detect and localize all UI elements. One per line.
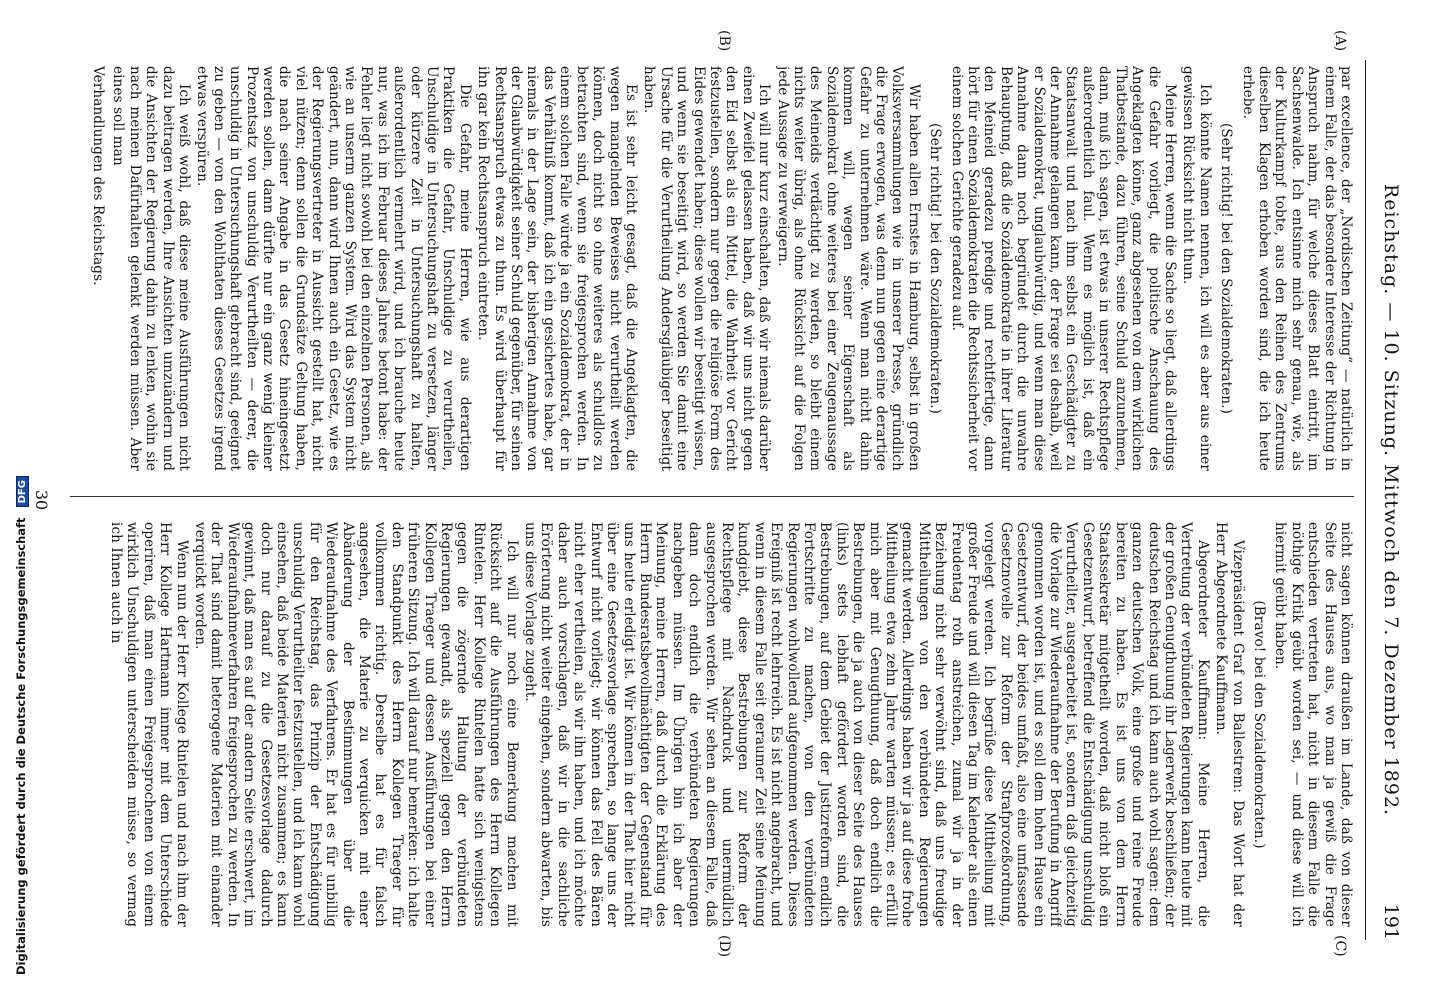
margin-letter-d: (D) — [716, 935, 732, 958]
credit-text: Digitalisierung gefördert durch die Deutsche Forschungsgemeinschaft — [14, 517, 28, 975]
paragraph: Ich könnte Namen nennen, ich will es aber aus einer gewissen Rücksicht nicht thun. — [1180, 66, 1213, 471]
right-column — [70, 522, 1354, 927]
paragraph: par excellence, der „Nordischen Zeitung“ — natürlich in einem Falle, der das besondere Interesse der Richtung in Anspruch nahm, für welche dieses Blatt eintritt, im Sachsenwalde. Ich entsinne mich sehr genau, wie, als der Kulturkampf tobte, aus den Reihen des Zentrums dieselben Klagen erhoben worden sind, die ich heute erhebe. — [1239, 66, 1354, 471]
column-footer: Verhandlungen des Reichstags. — [89, 66, 106, 286]
paragraph: Die Gefahr, meine Herren, wie aus derartigen Praktiken die Gefahr, Unschuldige zu verurtheilen, Unschuldige in Untersuchungshaft zu versetzen, länger oder kürzere Zeit in Untersuchungshaft zu halten, außerordentlich vermehrt wird, und ich brauche heute nur, was ich im Februar dieses Jahres betont habe: der Fehler liegt nicht sowohl bei den einzelnen Personen, als wie an unserm ganzen System. Wird das System nicht geändert, nun, dann wird Ihnen auch ein Gesetz, wie es der Regierungsvertreter in Aussicht gestellt hat, nicht viel nützen; denn sollen die Grundsätze Geltung haben, die nach seiner Angabe in das Gesetz hineingesetzt werden sollen, dann dürfte nur ein ganz wenig kleiner Prozentsatz von unschuldig Verurtheilten — derer, die unschuldig in Untersuchungshaft gebracht sind, geeignet zu geben — von den Wohlthaten dieses Gesetzes irgend etwas verspüren. — [194, 66, 473, 471]
digitization-credit — [0, 0, 28, 1000]
paragraph: Wenn nun der Herr Kollege Rintelen und nach ihm der Herr Kollege Hartmann immer mit dem Unterschiede operiren, daß man einen Freigesprochenen von einem wirklich Unschuldigen unterscheiden müsse, so vermag ich Ihnen auch in — [107, 522, 190, 927]
sheet-number: 30 — [32, 489, 51, 511]
paragraph: Ich will nur kurz einschalten, daß wir niemals darüber einen Zweifel gelassen haben, daß wir uns nicht gegen den Eid selbst als ein Mittel, die Wahrheit vor Gericht festzustellen, sondern nur gegen die religiöse Form des Eides gewendet haben; diese wollen wir beseitigt wissen, und wenn sie beseitigt wird, so werden Sie damit eine Ursache für die Verurtheilung Andersgläubiger beseitigt haben. — [641, 66, 773, 471]
paragraph: Ich will nur noch eine Bemerkung machen mit Rücksicht auf die Ausführungen des Herrn Kollegen Rintelen. Herr Kollege Rintelen hatte sich wenigstens gegen die zögernde Haltung der verbündeten Regierungen gewandt, als speziell gegen den Herrn Kollegen Traeger und dessen Ausführungen bei einer früheren Sitzung. Ich will darauf nur bemerken: ich halte den Standpunkt des Herrn Kollegen Traeger für vollkommen richtig. Derselbe hat es für falsch angesehen, die Materie zu verquicken mit einer Abänderung der Bestimmungen über die Wiederaufnahme des Verfahrens. Er hat es für unbillig für den Reichstag, das Prinzip der Entschädigung unschuldig Verurtheilter festzustellen, und ich kann wohl einsehen, daß beide Materien nicht zusammen; es kann doch nur darauf zu die Gesetzesvorlage dadurch gewinnt, daß man es auf der andern Seite erschwert, im Wiederaufnahmeverfahren freigesprochen zu werden. In der That sind damit heterogene Materien mit einander verquickt worden. — [191, 522, 520, 927]
page-title: Reichstag. — 10. Sitzung. Mittwoch den 7. Dezember 1892. — [1380, 183, 1402, 817]
running-head — [1365, 60, 1410, 940]
speaker-paragraph: Abgeordneter Kauffmann: Meine Herren, die Vertretung der verbündeten Regierungen kann heute mit der großen Genugthuung ihr Lagerwerk beschließen; der deutschen Reichstag und ich kann auch wohl sagen: dem ganzen deutschen Volk, eine große und reine Freude bereiten zu haben. Es ist uns von dem Herrn Staatssekretär mitgetheilt worden, daß nicht bloß ein Gesetzentwurf, betreffend die Entschädigung unschuldig Verurtheilter, ausgearbeitet ist, sondern daß gleichzeitig die Vorlage zur Wiederaufnahme der Berufung in Angriff genommen worden ist, und es soll dem hohen Hause ein Gesetzentwurf, der beides umfaßt, also eine umfassende Gesetznovelle zur Reform der Strafprozeßordnung, vorgelegt werden. Ich begrüße diese Mittheilung mit großer Freude und will diesen Tag im Kalender als einen Freudentag roth anstreichen, zumal wir ja in der Beziehung nicht sehr verwöhnt sind, daß uns freudige Mittheilungen von den verbündeten Regierungen gemacht werden. Allerdings haben wir ja auf diese frohe Mittheilung etwa zehn Jahre warten müssen; es erfüllt mich aber mit Genugthuung, daß doch endlich die Bestrebungen, die ja auch von dieser Seite des Hauses (links) stets lebhaft gefördert worden sind, die Bestrebungen, auf dem Gebiet der Justizreform endlich Fortschritte zu machen, von den verbündeten Regierungen wohlwollend aufgenommen werden. Dieses Ereigniß ist recht lehrreich. Es ist nicht angebracht, und wenn in diesem Falle seit geraumer Zeit seine Meinung kundgiebt, diese Bestrebungen zur Reform der Rechtspflege mit Nachdruck und unermüdlich ausgesprochen werden. Wir sehen an diesem Falle, daß dann doch endlich die verbündeten Regierungen nachgeben müssen. Im Übrigen bin ich aber der Meinung, meine Herren, daß durch die Erklärung des Herrn Bundesratsbevollmächtigten der Gegenstand für uns heute erledigt ist. Wir können in der That hier nicht über eine Gesetzesvorlage sprechen, so lange uns der Entwurf nicht vorliegt; wir können das Fell des Bären nicht eher vertheilen, als wir ihn haben, und ich möchte daher auch vorschlagen, daß wir in die sachliche Erörterung nicht weiter eingehen, sondern abwarten, bis uns diese Vorlage zugeht. — [522, 522, 1211, 927]
paragraph: Wir haben allen Ernstes in Hamburg, selbst in großen Volksversammlungen wie in unserer Presse, gründlich die Frage erwogen, was denn nun gegen eine derartige Gefahr zu unternehmen wäre. Wenn man nicht dahin kommen will, wegen seiner Eigenschaft als Sozialdemokrat ohne weiteres bei einer Zeugenaussage des Meineids verdächtigt zu werden, so bleibt einem nichts weiter übrig, als ohne Rücksicht auf die Folgen jede Aussage zu verweigern. — [774, 66, 922, 471]
paragraph: Ich weiß wohl, daß diese meine Ausführungen nicht dazu beitragen werden, Ihre Ansichten umzuändern und die Ansichten der Regierung dahin zu lenken, wohin sie nach meinen Dafürhalten gelenkt werden müssen. Aber eines soll man — [110, 66, 192, 471]
margin-letter-b: (B) — [716, 30, 732, 52]
speaker-paragraph: Vizepräsident Graf von Ballestrem: Das Wort hat der Herr Abgeordnete Kauffmann. — [1213, 522, 1246, 927]
interjection: (Sehr richtig! bei den Sozialdemokraten.) — [1218, 122, 1235, 415]
margin-letter-c: (C) — [1332, 935, 1348, 957]
left-column — [70, 66, 1354, 471]
interjection: (Bravo! bei den Sozialdemokraten.) — [1250, 600, 1267, 849]
paragraph: Es ist sehr leicht gesagt, daß die Angeklagten, die wegen mangelnden Beweises nicht verurtheilt werden können, doch nicht so ohne weiteres als schuldlos zu betrachten sind, wenn sie freigesprochen werden. In einem solchen Falle würde ja ein Sozialdemokrat, der in das Verhältniß kommt, daß ich ein gesichertes habe, gar niemals in der Lage sein, der bisherigen Annahme von der Glaubwürdigkeit seiner Schuld gegenüber, für seinen Rechtsanspruch etwas zu thun. Es wird überhaupt für ihn gar kein Rechtsanspruch eintreten. — [475, 66, 639, 471]
page-number: 191 — [1380, 903, 1402, 940]
dfg-logo-icon: DFG — [16, 476, 29, 507]
margin-letter-a: (A) — [1332, 30, 1348, 52]
column-divider — [70, 496, 1354, 497]
paragraph: Meine Herren, wenn die Sache so liegt, daß allerdings die Gefahr vorliegt, die politische Anschauung des Angeklagten könne, ganz abgesehen von dem wirklichen Thatbestande, dazu führen, seine Schuld anzunehmen, dann, muß ich sagen, ist etwas in unserer Rechtspflege außerordentlich faul. Wenn es möglich ist, daß ein Staatsanwalt und nach ihm selbst ein Geschädigter zu der Annahme gelangen kann, der Frage sei deshalb, weil er Sozialdemokrat, unglaubwürdig, und wenn man diese Annahme dann noch begründet durch die unwahre Behauptung, daß die Sozialdemokratie in ihrer Literatur den Meineid geradezu predige und rechtfertige, dann hört für einen Sozialdemokraten die Rechtssicherheit vor einem solchen Gerichte geradezu auf. — [948, 66, 1178, 471]
interjection: (Sehr richtig! bei den Sozialdemokraten.) — [927, 122, 944, 415]
paragraph: nicht sagen können draußen im Lande, daß von dieser Seite des Hauses aus, wo man ja gewiß die Frage entschieden vertreten hat, nicht in diesem Falle die nöthige Kritik geübt worden sei, — und diese will ich hiermit geübt haben. — [1272, 522, 1354, 927]
